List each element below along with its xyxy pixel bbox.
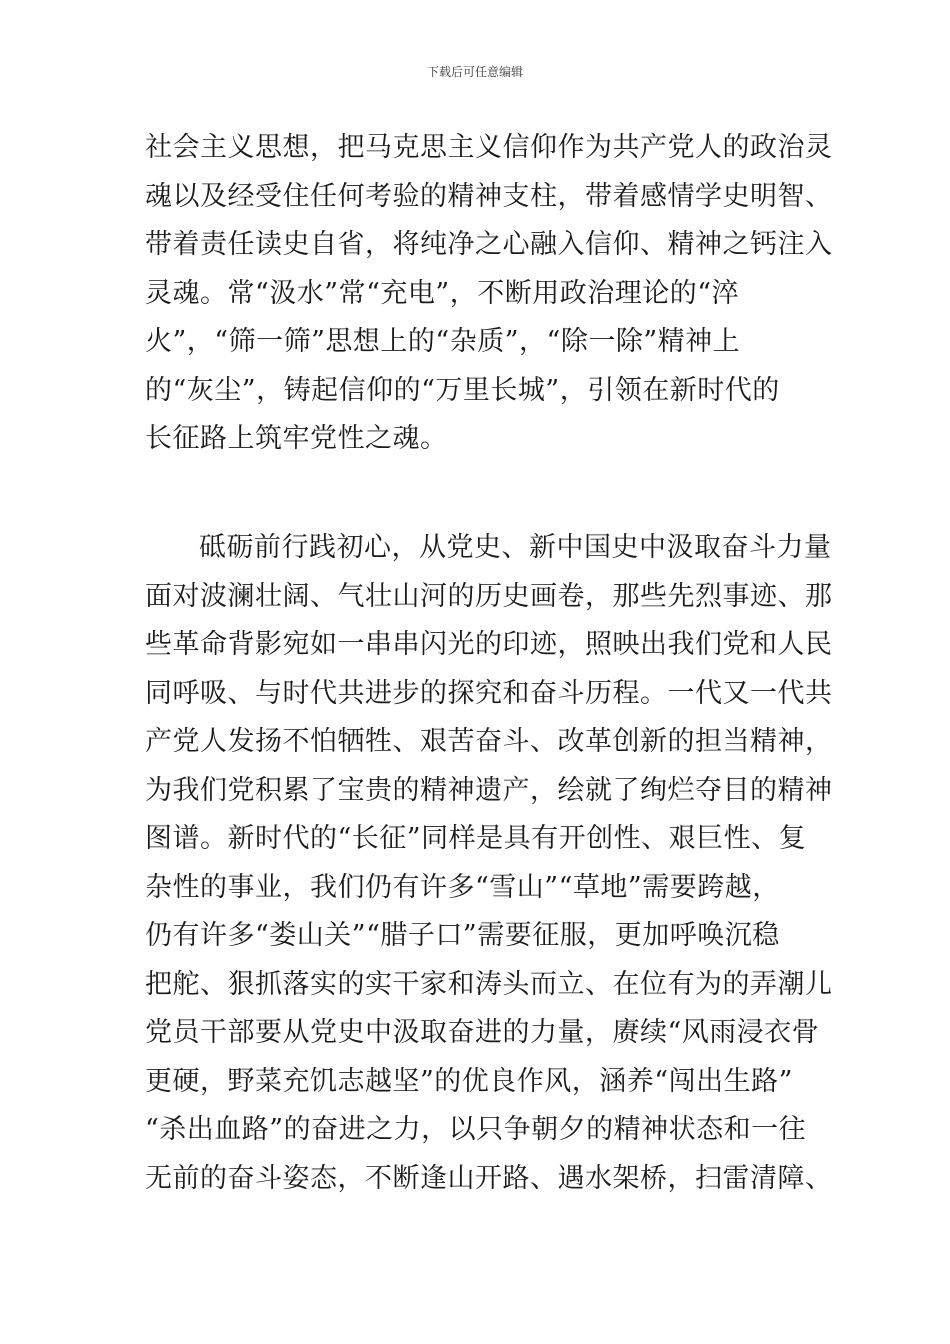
text-line: 产党人发扬不怕牺牲、艰苦奋斗、改革创新的担当精神， — [145, 726, 833, 757]
text-line: 带着责任读史自省，将纯净之心融入信仰、精神之钙注入 — [145, 229, 833, 260]
text-line: 魂以及经受住任何考验的精神支柱，带着感情学史明智、 — [145, 180, 833, 212]
text-line: 社会主义思想，把马克思主义信仰作为共产党人的政治灵 — [145, 132, 833, 163]
text-line: 长征路上筑牢党性之魂。 — [145, 423, 448, 454]
text-line: 图谱。新时代的“长征”同样是具有开创性、艰巨性、复 — [145, 823, 807, 854]
text-line: 同呼吸、与时代共进步的探究和奋斗历程。一代又一代共 — [145, 677, 833, 709]
paragraph-1 — [145, 124, 833, 464]
text-line: 更硬，野菜充饥志越坚”的优良作风，涵养“闯出生路” — [145, 1065, 793, 1097]
text-line: 的“灰尘”，铸起信仰的“万里长城”，引领在新时代的 — [145, 374, 780, 406]
page-header: 下载后可任意编辑 — [426, 65, 523, 79]
text-line: 杂性的事业，我们仍有许多“雪山”“草地”需要跨越， — [145, 871, 780, 903]
text-line: 仍有许多“娄山关”“腊子口”需要征服，更加呼唤沉稳 — [145, 920, 780, 951]
text-line: 为我们党积累了宝贵的精神遗产，绘就了绚烂夺目的精神 — [145, 774, 833, 806]
text-line: 火”，“筛一筛”思想上的“杂质”，“除一除”精神上 — [145, 326, 741, 357]
text-line: 无前的奋斗姿态，不断逢山开路、遇水架桥，扫雷清障、 — [145, 1162, 833, 1194]
text-line: “杀出血路”的奋进之力，以只争朝夕的精神状态和一往 — [145, 1114, 807, 1145]
paragraph-2 — [145, 524, 833, 1203]
text-line: 党员干部要从党史中汲取奋进的力量，赓续“风雨浸衣骨 — [145, 1017, 820, 1048]
text-line: 面对波澜壮阔、气壮山河的历史画卷，那些先烈事迹、那 — [145, 580, 833, 612]
text-line: 把舵、狠抓落实的实干家和涛头而立、在位有为的弄潮儿 — [145, 968, 833, 1000]
text-line: 灵魂。常“汲水”常“充电”，不断用政治理论的“淬 — [145, 277, 740, 309]
text-line: 砥砺前行践初心，从党史、新中国史中汲取奋斗力量 — [199, 532, 832, 563]
text-line: 些革命背影宛如一串串闪光的印迹，照映出我们党和人民 — [145, 629, 833, 660]
